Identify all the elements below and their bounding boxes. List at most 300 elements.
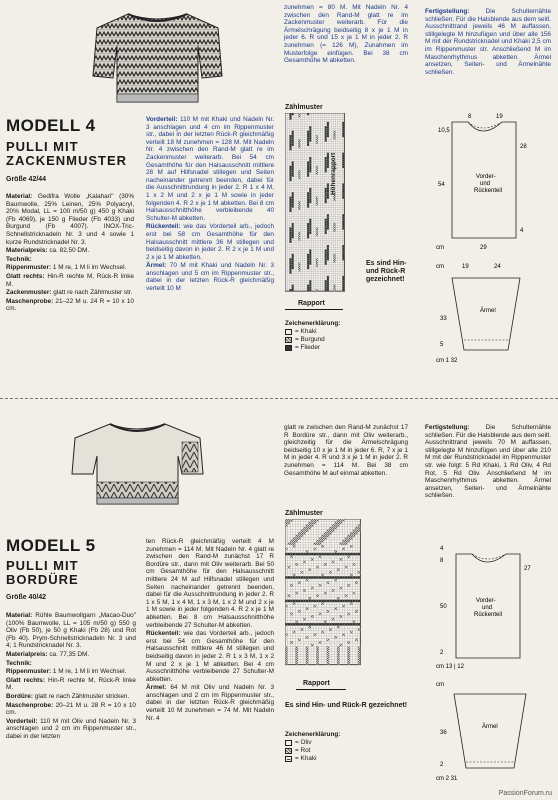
chart-cell: [289, 232, 291, 234]
chart-cell: [355, 553, 358, 556]
model5-dim: 27: [524, 566, 531, 572]
chart-cell: [342, 282, 344, 284]
chart-cell: [316, 654, 319, 657]
chart-cell: [325, 280, 327, 282]
model5-legend-item: = Rot: [285, 747, 340, 755]
chart-cell: [307, 135, 309, 137]
chart-cell: [295, 657, 298, 660]
model4-legend-item: = Flieder: [285, 344, 340, 352]
chart-cell: [311, 644, 314, 647]
chart-cell: [319, 542, 322, 545]
chart-cell: [292, 201, 294, 203]
chart-cell: [298, 265, 300, 267]
chart-cell: [308, 597, 311, 600]
chart-cell: [327, 285, 329, 287]
chart-cell: [292, 232, 294, 234]
model5-column-4: [425, 424, 551, 501]
chart-cell: [327, 188, 329, 190]
chart-cell: [325, 219, 327, 221]
chart-cell: [309, 194, 311, 196]
chart-cell: [325, 221, 327, 223]
chart-cell: [292, 144, 294, 146]
chart-cell: [342, 285, 344, 287]
chart-cell: [345, 540, 348, 543]
chart-cell: [298, 139, 300, 141]
chart-cell: [289, 166, 291, 168]
chart-cell: [347, 654, 350, 657]
model4-schematic-front: [432, 108, 554, 253]
chart-cell: [316, 260, 318, 262]
model4-legend-item: = Burgund: [285, 336, 340, 344]
chart-cell: [290, 600, 293, 603]
chart-cell: [303, 527, 306, 530]
chart-cell: [325, 256, 327, 258]
chart-cell: [303, 561, 306, 564]
model5-subtitle-2: BORDÜRE: [6, 572, 79, 587]
chart-cell: [314, 623, 317, 626]
chart-cell: [292, 265, 294, 267]
chart-cell: [358, 659, 361, 662]
chart-cell: [309, 256, 311, 258]
chart-cell: [342, 245, 344, 247]
chart-cell: [292, 234, 294, 236]
chart-cell: [337, 654, 340, 657]
chart-cell: [332, 589, 335, 592]
chart-cell: [327, 535, 330, 538]
model5-schema-label: und: [482, 605, 493, 611]
model4-dim: 19: [496, 114, 503, 120]
chart-cell: [309, 287, 311, 289]
chart-cell: [332, 600, 335, 603]
chart-cell: [292, 135, 294, 137]
chart-cell: [301, 623, 304, 626]
chart-cell: [289, 139, 291, 141]
chart-cell: [319, 540, 322, 543]
chart-cell: [295, 659, 298, 662]
chart-cell: [337, 646, 340, 649]
chart-cell: [292, 205, 294, 207]
model5-dim: 2: [440, 762, 444, 768]
chart-cell: [307, 175, 309, 177]
model5-chart-title: Zählmuster: [285, 510, 323, 517]
chart-cell: [325, 126, 327, 128]
chart-cell: [319, 537, 322, 540]
chart-cell: [301, 535, 304, 538]
model4-c1-zacken: Zackenmuster: glatt re nach Zählmuster str.: [6, 289, 133, 297]
chart-cell: [292, 161, 294, 163]
chart-cell: [309, 260, 311, 262]
chart-cell: [337, 522, 340, 525]
chart-cell: [298, 201, 300, 203]
model5-c2-rueckenteil: Rückenteil: wie das Vorderteil arb., jedoch erst bei 54 cm Gesamthöhe für den Halsausschnitt mittlere 46 M stillegen und beidseitig davon in jeder 2. R 1 x 3 M, 1 x 2 M und 2 x je 1 M abketten. Bei 4 cm Ausschnitthöhe verbleibende 27 Schulter-M abketten.: [146, 630, 274, 683]
chart-cell: [311, 522, 314, 525]
chart-cell: [293, 631, 296, 634]
chart-cell: [342, 225, 344, 227]
chart-cell: [293, 553, 296, 556]
chart-cell: [309, 285, 311, 287]
chart-cell: [358, 628, 361, 631]
chart-cell: [289, 146, 291, 148]
chart-cell: [290, 540, 293, 543]
chart-cell: [353, 563, 356, 566]
chart-cell: [327, 227, 329, 229]
chart-cell: [307, 256, 309, 258]
chart-cell: [308, 568, 311, 571]
chart-cell: [306, 662, 309, 665]
chart-cell: [307, 133, 309, 135]
chart-cell: [350, 602, 353, 605]
chart-cell: [327, 652, 330, 655]
swatch-filled-icon: [285, 345, 292, 351]
chart-cell: [289, 269, 291, 271]
model5-dim: 50: [440, 604, 447, 610]
chart-cell: [311, 623, 314, 626]
chart-cell: [292, 236, 294, 238]
model4-column-3: [284, 4, 408, 66]
chart-cell: [342, 276, 344, 278]
chart-cell: [340, 542, 343, 545]
chart-cell: [337, 576, 340, 579]
chart-cell: [311, 615, 314, 618]
chart-cell: [327, 649, 330, 652]
chart-cell: [350, 537, 353, 540]
chart-cell: [292, 225, 294, 227]
chart-cell: [342, 183, 344, 185]
chart-cell: [358, 529, 361, 532]
model4-column-4: [425, 8, 551, 77]
model4-dim: 29: [480, 245, 487, 251]
chart-cell: [307, 260, 309, 262]
model5-subtitle-1: PULLI MIT: [6, 558, 79, 573]
chart-cell: [342, 194, 344, 196]
chart-cell: [325, 285, 327, 287]
chart-cell: [333, 131, 335, 133]
chart-cell: [298, 553, 301, 556]
chart-cell: [309, 263, 311, 265]
chart-cell: [306, 623, 309, 626]
chart-cell: [289, 258, 291, 260]
chart-cell: [298, 172, 300, 174]
chart-cell: [358, 646, 361, 649]
chart-cell: [324, 535, 327, 538]
model5-c1-technik: Technik:: [6, 659, 32, 667]
swatch-hatched-icon: [285, 337, 292, 343]
chart-cell: [289, 175, 291, 177]
chart-cell: [314, 522, 317, 525]
model5-c2-aermel: Ärmel: 64 M mit Oliv und Nadeln Nr. 3 anschlagen und 2 cm im Rippenmuster str., dabei in der letzten Rück-R gleichmäßig verteilt 10 M zunehmen = 74 M. Mit Nadeln Nr. 4: [146, 684, 274, 722]
chart-cell: [337, 519, 340, 522]
chart-cell: [285, 548, 288, 551]
chart-cell: [311, 600, 314, 603]
chart-cell: [324, 623, 327, 626]
chart-cell: [306, 657, 309, 660]
chart-cell: [285, 659, 288, 662]
chart-cell: [309, 135, 311, 137]
chart-cell: [332, 623, 335, 626]
chart-cell: [345, 553, 348, 556]
chart-cell: [353, 623, 356, 626]
model4-dim: 19: [462, 264, 469, 270]
chart-cell: [342, 623, 345, 626]
chart-cell: [292, 164, 294, 166]
chart-cell: [285, 600, 288, 603]
model5-rapport-label: Rapport: [303, 680, 330, 687]
chart-cell: [290, 613, 293, 616]
chart-cell: [285, 553, 288, 556]
model5-legend-item: = Oliv: [285, 739, 340, 747]
chart-cell: [289, 265, 291, 267]
chart-cell: [342, 252, 344, 254]
chart-cell: [298, 269, 300, 271]
chart-cell: [333, 285, 335, 287]
chart-cell: [307, 170, 309, 172]
chart-cell: [316, 594, 319, 597]
swatch-empty-icon: [285, 329, 292, 335]
chart-cell: [292, 170, 294, 172]
chart-cell: [333, 260, 335, 262]
chart-cell: [337, 652, 340, 655]
chart-cell: [327, 280, 329, 282]
chart-cell: [289, 267, 291, 269]
chart-cell: [347, 657, 350, 660]
chart-cell: [327, 610, 330, 613]
chart-cell: [347, 537, 350, 540]
chart-cell: [298, 232, 300, 234]
chart-cell: [342, 254, 344, 256]
chart-cell: [295, 652, 298, 655]
chart-cell: [319, 623, 322, 626]
chart-cell: [285, 623, 288, 626]
chart-cell: [289, 199, 291, 201]
chart-cell: [309, 157, 311, 159]
model4-subtitle-2: ZACKENMUSTER: [6, 153, 128, 168]
chart-cell: [309, 133, 311, 135]
chart-cell: [298, 144, 300, 146]
chart-cell: [298, 142, 300, 144]
chart-cell: [332, 576, 335, 579]
chart-cell: [325, 249, 327, 251]
model5-schematic-front: [432, 536, 554, 672]
chart-cell: [321, 600, 324, 603]
chart-cell: [298, 610, 301, 613]
chart-cell: [293, 623, 296, 626]
chart-cell: [329, 553, 332, 556]
chart-cell: [289, 135, 291, 137]
chart-cell: [355, 600, 358, 603]
chart-cell: [347, 540, 350, 543]
chart-cell: [307, 142, 309, 144]
chart-cell: [308, 522, 311, 525]
chart-cell: [342, 519, 345, 522]
chart-cell: [319, 613, 322, 616]
chart-cell: [337, 649, 340, 652]
chart-cell: [311, 576, 314, 579]
chart-cell: [316, 135, 318, 137]
chart-cell: [340, 553, 343, 556]
model4-note: Es sind Hin- und Rück-R gezeichnet!: [366, 260, 407, 283]
chart-cell: [307, 265, 309, 267]
chart-cell: [307, 205, 309, 207]
chart-cell: [316, 139, 318, 141]
chart-cell: [327, 157, 329, 159]
chart-cell: [347, 623, 350, 626]
chart-cell: [327, 662, 330, 665]
chart-cell: [285, 652, 288, 655]
chart-cell: [289, 203, 291, 205]
model4-schema-label: und: [480, 181, 491, 187]
chart-cell: [355, 576, 358, 579]
model5-c1-rippen: Rippenmuster: 1 M re, 1 M li im Wechsel.: [6, 668, 127, 676]
model5-c1-material: Material: Rühle Baumwollgarn „Macao-Duo" (100% Baumwolle, LL = 105 m/50 g) 550 g Oliv (Fb 50), je 50 g Khaki (Fb 28) und Rot (Fb 40). Prym-Schnellstricknadeln Nr. 3 und 4; 1 Rundstricknadel Nr. 3.: [6, 612, 136, 650]
chart-cell: [292, 139, 294, 141]
chart-cell: [316, 263, 318, 265]
model4-schema-label: Rückenteil: [474, 188, 503, 194]
chart-cell: [334, 623, 337, 626]
chart-cell: [342, 161, 344, 163]
chart-cell: [327, 247, 329, 249]
chart-cell: [327, 221, 329, 223]
chart-cell: [307, 227, 309, 229]
chart-cell: [325, 289, 327, 291]
chart-cell: [307, 289, 309, 291]
chart-cell: [337, 623, 340, 626]
chart-cell: [289, 144, 291, 146]
chart-cell: [329, 623, 332, 626]
chart-cell: [307, 113, 309, 115]
chart-cell: [316, 659, 319, 662]
chart-cell: [301, 529, 304, 532]
chart-cell: [347, 535, 350, 538]
chart-cell: [295, 620, 298, 623]
chart-cell: [327, 659, 330, 662]
model4-schematic-sleeve: [432, 258, 554, 378]
chart-cell: [334, 524, 337, 527]
chart-cell: [333, 258, 335, 260]
chart-cell: [289, 137, 291, 139]
chart-cell: [309, 131, 311, 133]
chart-cell: [334, 550, 337, 553]
chart-cell: [342, 278, 344, 280]
chart-cell: [309, 161, 311, 163]
chart-cell: [314, 600, 317, 603]
chart-cell: [306, 649, 309, 652]
chart-cell: [325, 131, 327, 133]
chart-cell: [316, 232, 318, 234]
chart-cell: [358, 623, 361, 626]
chart-cell: [342, 287, 344, 289]
chart-cell: [332, 553, 335, 556]
chart-cell: [298, 146, 300, 148]
chart-cell: [327, 581, 330, 584]
chart-cell: [342, 153, 344, 155]
model5-dim: 2: [440, 650, 444, 656]
chart-cell: [334, 607, 337, 610]
model4-size: Größe 42/44: [6, 176, 47, 183]
chart-cell: [289, 236, 291, 238]
chart-cell: [342, 216, 344, 218]
chart-cell: [321, 535, 324, 538]
chart-cell: [342, 249, 344, 251]
chart-cell: [347, 555, 350, 558]
swatch-empty-icon: [285, 740, 292, 746]
chart-cell: [325, 137, 327, 139]
chart-cell: [327, 197, 329, 199]
model4-dim: 8: [468, 114, 472, 120]
chart-cell: [340, 600, 343, 603]
chart-cell: [316, 234, 318, 236]
model5-c1-price: Materialpreis: ca. 77,35 DM.: [6, 650, 90, 658]
chart-cell: [327, 166, 329, 168]
chart-cell: [319, 553, 322, 556]
chart-cell: [295, 535, 298, 538]
chart-cell: [347, 659, 350, 662]
chart-cell: [327, 155, 329, 157]
chart-cell: [309, 223, 311, 225]
chart-cell: [292, 168, 294, 170]
chart-cell: [325, 225, 327, 227]
chart-cell: [298, 234, 300, 236]
chart-cell: [306, 607, 309, 610]
chart-cell: [327, 254, 329, 256]
chart-cell: [321, 553, 324, 556]
chart-cell: [289, 177, 291, 179]
chart-cell: [309, 227, 311, 229]
chart-cell: [342, 159, 344, 161]
chart-cell: [327, 122, 329, 124]
chart-cell: [307, 168, 309, 170]
chart-cell: [307, 166, 309, 168]
chart-cell: [355, 532, 358, 535]
chart-cell: [285, 524, 288, 527]
chart-cell: [316, 137, 318, 139]
chart-cell: [327, 276, 329, 278]
chart-cell: [292, 199, 294, 201]
chart-cell: [307, 285, 309, 287]
chart-cell: [353, 535, 356, 538]
model5-dim: 8: [440, 558, 444, 564]
chart-cell: [325, 159, 327, 161]
chart-cell: [316, 540, 319, 543]
chart-cell: [306, 652, 309, 655]
chart-cell: [327, 576, 330, 579]
chart-cell: [290, 519, 293, 522]
chart-cell: [324, 576, 327, 579]
chart-cell: [298, 238, 300, 240]
chart-cell: [292, 197, 294, 199]
chart-cell: [342, 197, 344, 199]
model5-schematic-sleeve: [432, 676, 554, 786]
chart-cell: [316, 170, 318, 172]
chart-cell: [298, 175, 300, 177]
chart-cell: [289, 172, 291, 174]
chart-cell: [342, 256, 344, 258]
chart-cell: [327, 131, 329, 133]
chart-cell: [298, 177, 300, 179]
chart-cell: [324, 620, 327, 623]
chart-cell: [314, 548, 317, 551]
chart-cell: [298, 267, 300, 269]
model5-schema-label: Rückenteil: [474, 612, 503, 618]
chart-cell: [350, 535, 353, 538]
chart-cell: [285, 605, 288, 608]
chart-cell: [316, 265, 318, 267]
chart-cell: [321, 602, 324, 605]
chart-cell: [358, 654, 361, 657]
chart-cell: [307, 137, 309, 139]
chart-cell: [327, 258, 329, 260]
model5-note: Es sind Hin- und Rück-R gezeichnet!: [285, 702, 408, 709]
chart-cell: [350, 631, 353, 634]
